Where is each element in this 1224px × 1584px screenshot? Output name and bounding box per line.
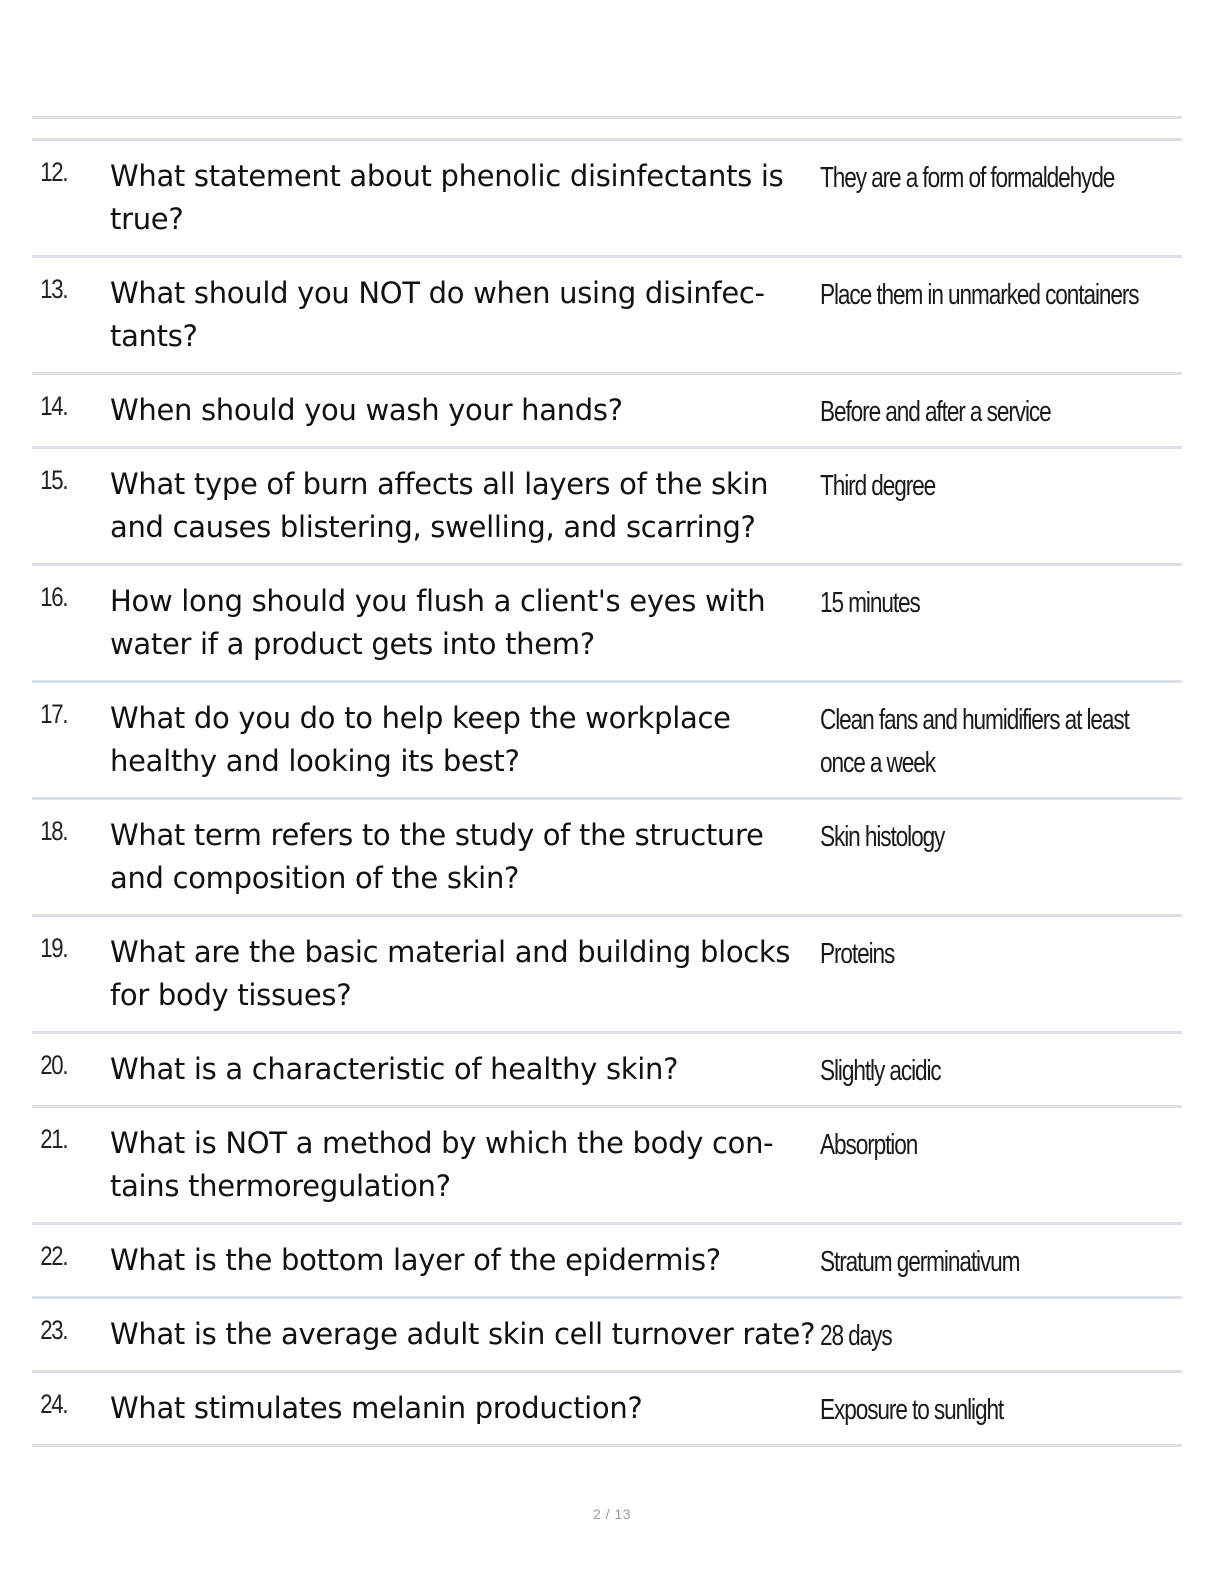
question-text: What are the basic material and building blocks for body tissues? <box>110 935 791 1012</box>
answer-label: 28 days <box>820 1320 892 1352</box>
answer-label: Slightly acidic <box>820 1055 941 1087</box>
table-row <box>32 375 1182 449</box>
answer-text <box>820 800 1182 914</box>
answer-label: Place them in unmarked containers <box>820 279 1139 311</box>
top-rule <box>32 116 1182 119</box>
answer-text <box>820 1373 1182 1444</box>
question-number: 12. <box>40 157 68 187</box>
question-number: 21. <box>40 1124 68 1154</box>
answer-text <box>820 1225 1182 1296</box>
question-text: What statement about phenolic disinfectants is true? <box>110 159 784 236</box>
table-row <box>32 683 1182 800</box>
table-row <box>32 566 1182 683</box>
answer-text <box>820 683 1182 797</box>
qa-table <box>32 138 1182 1447</box>
answer-label: Stratum germinativum <box>820 1246 1020 1278</box>
answer-text <box>820 1299 1182 1370</box>
answer-text <box>820 917 1182 1031</box>
answer-label: Clean fans and humidifiers at least once a week <box>820 704 1129 779</box>
answer-label: Third degree <box>820 470 936 502</box>
table-row <box>32 917 1182 1034</box>
answer-label: Skin histology <box>820 821 945 853</box>
table-row <box>32 1373 1182 1447</box>
answer-text <box>820 449 1182 563</box>
question-number: 22. <box>40 1241 68 1271</box>
table-row <box>32 800 1182 917</box>
question-text: When should you wash your hands? <box>110 393 623 427</box>
answer-label: 15 minutes <box>820 587 920 619</box>
question-number: 20. <box>40 1050 68 1080</box>
table-row <box>32 449 1182 566</box>
question-text: How long should you flush a client's eyes with water if a product gets into them? <box>110 584 766 661</box>
question-text: What is NOT a method by which the body con-tains thermoregulation? <box>110 1126 774 1203</box>
question-number: 15. <box>40 465 68 495</box>
question-number: 13. <box>40 274 68 304</box>
question-number: 19. <box>40 933 68 963</box>
answer-label: Proteins <box>820 938 895 970</box>
answer-text <box>820 258 1182 372</box>
question-text: What should you NOT do when using disinfec-tants? <box>110 276 765 353</box>
question-text: What stimulates melanin production? <box>110 1391 643 1425</box>
table-row <box>32 1299 1182 1373</box>
answer-text <box>820 1108 1182 1222</box>
table-row <box>32 1225 1182 1299</box>
answer-text <box>820 141 1182 255</box>
answer-label: They are a form of formaldehyde <box>820 162 1115 194</box>
question-number: 14. <box>40 391 68 421</box>
answer-text <box>820 1034 1182 1105</box>
question-number: 17. <box>40 699 68 729</box>
question-text: What is a characteristic of healthy skin? <box>110 1052 679 1086</box>
table-row <box>32 1034 1182 1108</box>
question-text: What is the average adult skin cell turnover rate? <box>110 1317 816 1351</box>
table-row <box>32 1108 1182 1225</box>
answer-text <box>820 375 1182 446</box>
question-text: What type of burn affects all layers of the skin and causes blistering, swelling, and scarring? <box>110 467 769 544</box>
answer-label: Absorption <box>820 1129 918 1161</box>
question-text: What do you do to help keep the workplace healthy and looking its best? <box>110 701 731 778</box>
question-text: What term refers to the study of the structure and composition of the skin? <box>110 818 764 895</box>
answer-label: Exposure to sunlight <box>820 1394 1004 1426</box>
answer-label: Before and after a service <box>820 396 1051 428</box>
question-number: 23. <box>40 1315 68 1345</box>
question-number: 16. <box>40 582 68 612</box>
table-row <box>32 258 1182 375</box>
question-text: What is the bottom layer of the epidermis? <box>110 1243 721 1277</box>
answer-text <box>820 566 1182 680</box>
page-number: 2 / 13 <box>592 1506 632 1522</box>
table-row <box>32 141 1182 258</box>
question-number: 18. <box>40 816 68 846</box>
question-number: 24. <box>40 1389 68 1419</box>
